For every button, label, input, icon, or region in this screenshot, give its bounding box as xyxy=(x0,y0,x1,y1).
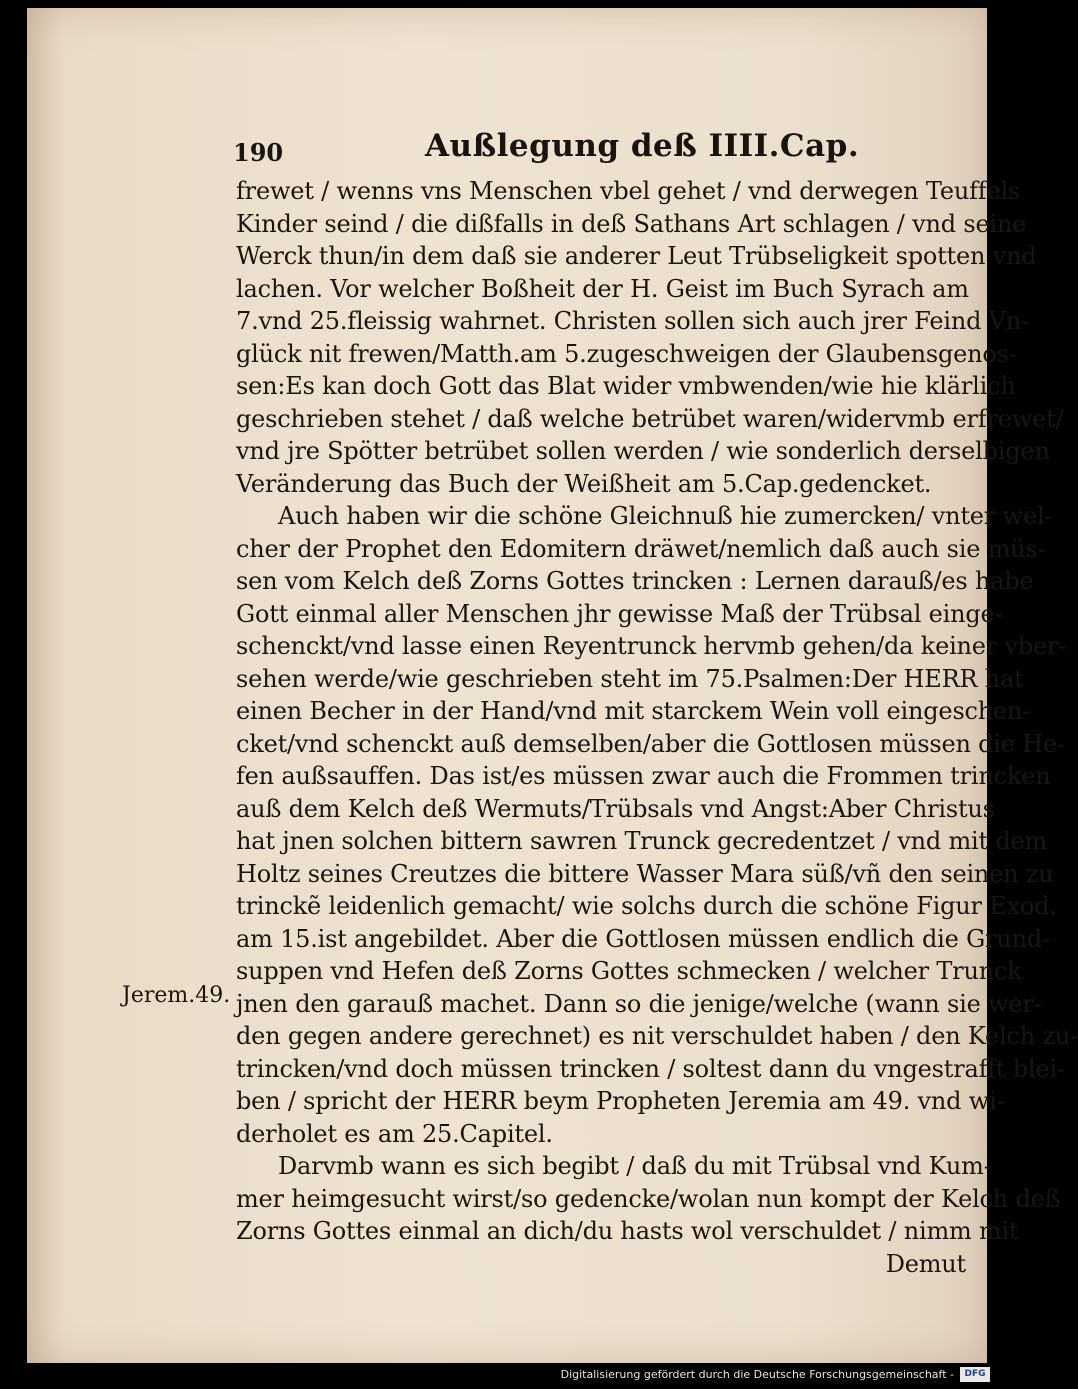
text-line: trincken/vnd doch müssen trincken / soltest dann du vngestrafft blei- xyxy=(236,1054,1065,1083)
text-line: Gott einmal aller Menschen jhr gewisse Maß der Trübsal einge- xyxy=(236,599,1003,628)
footer-credit: Digitalisierung gefördert durch die Deutsche Forschungsgemeinschaft - xyxy=(560,1368,954,1381)
text-line: lachen. Vor welcher Boßheit der H. Geist im Buch Syrach am xyxy=(236,274,969,303)
text-line: mer heimgesucht wirst/so gedencke/wolan nun kompt der Kelch deß xyxy=(236,1184,1061,1213)
text-line: einen Becher in der Hand/vnd mit starckem Wein voll eingeschen- xyxy=(236,697,1031,725)
text-line: sen:Es kan doch Gott das Blat wider vmbwenden/wie hie klärlich xyxy=(236,372,1016,400)
dfg-logo: DFG xyxy=(960,1367,990,1382)
text-line: den gegen andere gerechnet) es nit verschuldet haben / den Kelch zu- xyxy=(236,1022,1078,1050)
text-line: geschrieben stehet / daß welche betrübet waren/widervmb erfrewet/ xyxy=(236,404,1064,433)
text-line: cket/vnd schenckt auß demselben/aber die Gottlosen müssen die He- xyxy=(236,729,1065,758)
text-line: fen außsauffen. Das ist/es müssen zwar auch die Frommen trincken xyxy=(236,762,1051,790)
catchword: Demut xyxy=(885,1249,966,1278)
text-line: ben / spricht der HERR beym Propheten Jeremia am 49. vnd wi- xyxy=(236,1087,1005,1115)
text-line: suppen vnd Hefen deß Zorns Gottes schmecken / welcher Trunck xyxy=(236,957,1022,985)
text-line: sehen werde/wie geschrieben steht im 75.Psalmen:Der HERR hat xyxy=(236,664,1024,693)
text-line: trinckẽ leidenlich gemacht/ wie solchs durch die schöne Figur Exod. xyxy=(236,892,1057,920)
text-line: frewet / wenns vns Menschen vbel gehet / vnd derwegen Teuffels xyxy=(236,177,1021,205)
text-line: am 15.ist angebildet. Aber die Gottlosen müssen endlich die Grund- xyxy=(236,924,1050,953)
running-head: Außlegung deß IIII.Cap. xyxy=(425,128,860,164)
text-line: Holtz seines Creutzes die bittere Wasser Mara süß/vñ den seinen zu xyxy=(236,859,1054,888)
text-line: vnd jre Spötter betrübet sollen werden / wie sonderlich derselbigen xyxy=(236,437,1050,465)
text-line: Auch haben wir die schöne Gleichnuß hie zumercken/ vnter wel- xyxy=(278,502,1053,530)
text-line: sen vom Kelch deß Zorns Gottes trincken : Lernen darauß/es habe xyxy=(236,567,1034,595)
text-line: Darvmb wann es sich begibt / daß du mit Trübsal vnd Kum- xyxy=(278,1152,992,1180)
body-text xyxy=(236,175,1078,1280)
text-line: schenckt/vnd lasse einen Reyentrunck hervmb gehen/da keiner vber- xyxy=(236,632,1067,660)
text-line: glück nit frewen/Matth.am 5.zugeschweigen der Glaubensgenos- xyxy=(236,339,1017,368)
text-line: derholet es am 25.Capitel. xyxy=(236,1119,553,1148)
text-line: hat jnen solchen bittern sawren Trunck gecredentzet / vnd mit dem xyxy=(236,827,1048,855)
text-line: Zorns Gottes einmal an dich/du hasts wol verschuldet / nimm mit xyxy=(236,1217,1019,1245)
text-line: 7.vnd 25.fleissig wahrnet. Christen sollen sich auch jrer Feind Vn- xyxy=(236,307,1029,335)
text-line: Veränderung das Buch der Weißheit am 5.Cap.gedencket. xyxy=(236,469,932,498)
margin-note: Jerem.49. xyxy=(122,983,231,1008)
text-line: Werck thun/in dem daß sie anderer Leut Trübseligkeit spotten vnd xyxy=(236,242,1037,270)
text-line: auß dem Kelch deß Wermuts/Trübsals vnd Angst:Aber Christus xyxy=(236,794,995,823)
text-line: jnen den garauß machet. Dann so die jenige/welche (wann sie wer- xyxy=(236,989,1042,1018)
text-line: cher der Prophet den Edomitern dräwet/nemlich daß auch sie müs- xyxy=(236,534,1046,563)
page-number: 190 xyxy=(233,138,284,167)
text-line: Kinder seind / die dißfalls in deß Sathans Art schlagen / vnd seine xyxy=(236,209,1027,238)
